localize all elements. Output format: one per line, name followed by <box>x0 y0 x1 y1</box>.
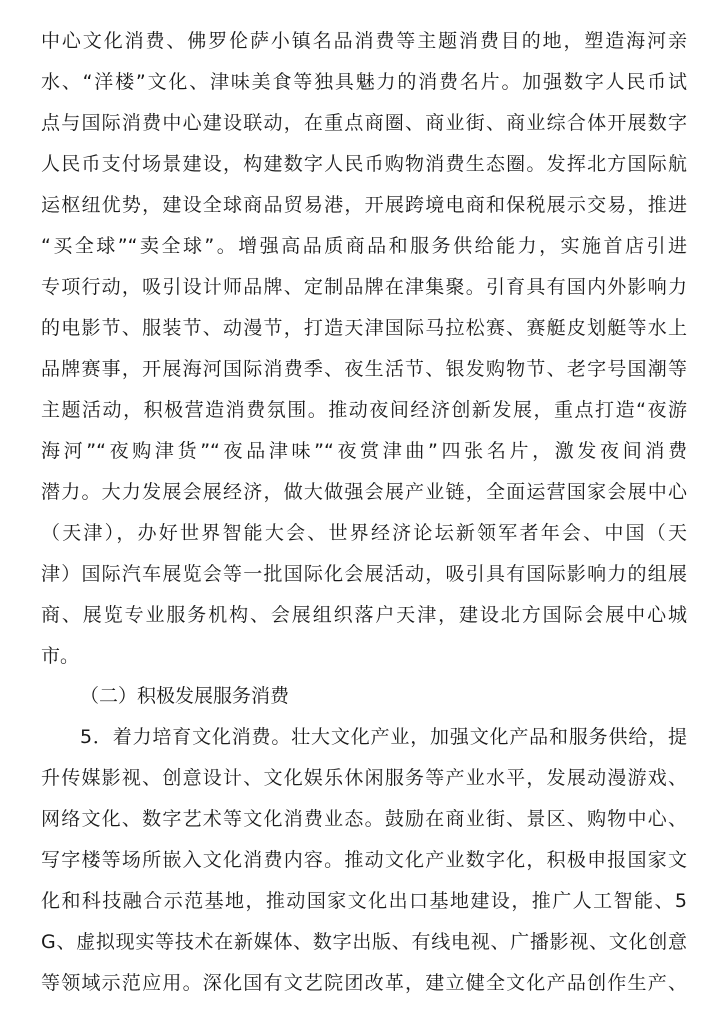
text-line: 的电影节、服装节、动漫节，打造天津国际马拉松赛、赛艇皮划艇等水上 <box>41 317 687 339</box>
text-line: 海河”“夜购津货”“夜品津味”“夜赏津曲”四张名片，激发夜间消费 <box>41 440 687 462</box>
text-line: 人民币支付场景建设，构建数字人民币购物消费生态圈。发挥北方国际航 <box>41 153 687 175</box>
text-line: 等领域示范应用。深化国有文艺院团改革，建立健全文化产品创作生产、 <box>41 972 687 994</box>
text-line: 点与国际消费中心建设联动，在重点商圈、商业街、商业综合体开展数字 <box>41 112 687 134</box>
text-line: “买全球”“卖全球”。增强高品质商品和服务供给能力，实施首店引进 <box>41 235 687 257</box>
text-line: G、虚拟现实等技术在新媒体、数字出版、有线电视、广播影视、文化创意 <box>41 931 687 953</box>
text-line: 津）国际汽车展览会等一批国际化会展活动，吸引具有国际影响力的组展 <box>41 563 687 585</box>
text-line: 水、“洋楼”文化、津味美食等独具魅力的消费名片。加强数字人民币试 <box>41 71 687 93</box>
text-line: 商、展览专业服务机构、会展组织落户天津，建设北方国际会展中心城 <box>41 604 687 626</box>
text-line: 品牌赛事，开展海河国际消费季、夜生活节、银发购物节、老字号国潮等 <box>41 358 687 380</box>
text-line: 运枢纽优势，建设全球商品贸易港，开展跨境电商和保税展示交易，推进 <box>41 194 687 216</box>
text-line: 网络文化、数字艺术等文化消费业态。鼓励在商业街、景区、购物中心、 <box>41 808 687 830</box>
text-line: 潜力。大力发展会展经济，做大做强会展产业链，全面运营国家会展中心 <box>41 481 687 503</box>
text-line: 专项行动，吸引设计师品牌、定制品牌在津集聚。引育具有国内外影响力 <box>41 276 687 298</box>
text-line: 中心文化消费、佛罗伦萨小镇名品消费等主题消费目的地，塑造海河亲 <box>41 30 687 52</box>
text-line: 写字楼等场所嵌入文化消费内容。推动文化产业数字化，积极申报国家文 <box>41 849 687 871</box>
text-line: 市。 <box>41 645 80 667</box>
text-line: 主题活动，积极营造消费氛围。推动夜间经济创新发展，重点打造“夜游 <box>41 399 687 421</box>
text-line: （天津），办好世界智能大会、世界经济论坛新领军者年会、中国（天 <box>41 522 687 544</box>
section-heading: （二）积极发展服务消费 <box>80 685 290 707</box>
text-line: 5．着力培育文化消费。壮大文化产业，加强文化产品和服务供给，提 <box>80 726 687 748</box>
text-line: 升传媒影视、创意设计、文化娱乐休闲服务等产业水平，发展动漫游戏、 <box>41 767 687 789</box>
text-line: 化和科技融合示范基地，推动国家文化出口基地建设，推广人工智能、5 <box>41 890 687 912</box>
